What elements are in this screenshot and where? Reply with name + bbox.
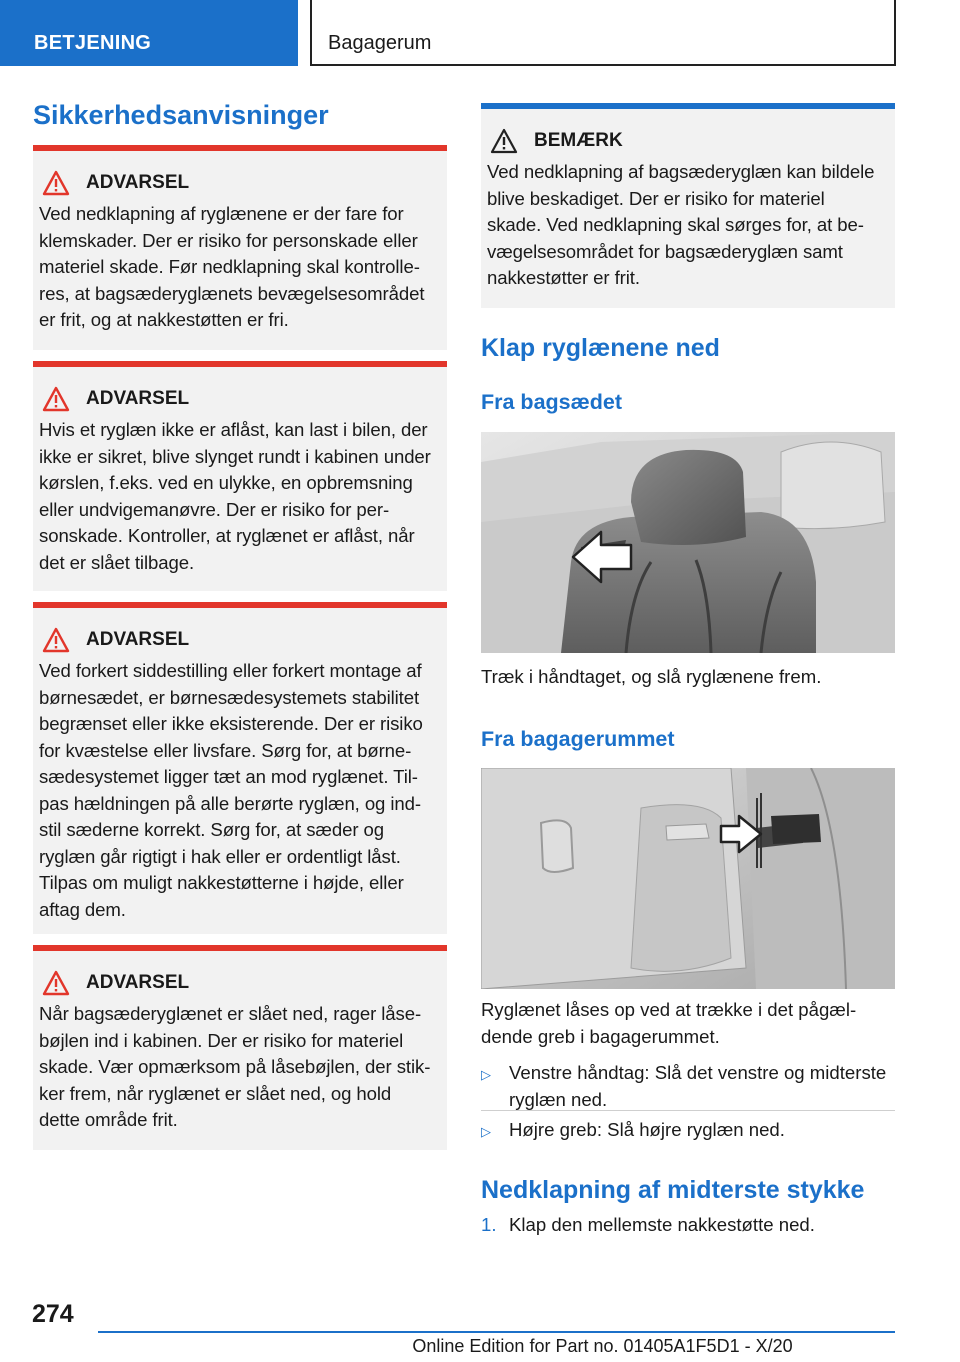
warning-notice-4 — [33, 945, 447, 1150]
notice-body: Hvis et ryglæn ikke er aflåst, kan last i bilen, der ikke er sikret, blive slynget rundt i kabinen under kørslen, f.eks. ved en ulykke, en opbremsning eller undvigemanøvre. Der er risiko for personskade. Kontroller, at ryglænet er aflåst, når det er slået tilbage. — [39, 419, 431, 573]
notice-title-text: ADVARSEL — [86, 629, 190, 650]
list-divider — [481, 1110, 895, 1111]
warning-triangle-icon — [42, 170, 70, 196]
warning-triangle-icon — [42, 386, 70, 412]
triangle-bullet-icon: ▷ — [481, 1067, 491, 1082]
warning-triangle-icon — [490, 128, 518, 154]
warning-triangle-icon — [42, 627, 70, 653]
notice-body: Ved nedklapning af bagsæderyglæn kan bildele blive beskadiget. Der er risiko for materiel skade. Ved nedklapning skal sørges for, at bevægelsesområdet for bagsæderyglæn samt nakkestøtter er frit. — [487, 161, 875, 288]
warning-triangle-icon — [42, 970, 70, 996]
subheading-luggage: Fra bagagerummet — [481, 727, 675, 751]
subheading-rear-seat: Fra bagsædet — [481, 390, 622, 414]
page-title: Bagagerum — [310, 0, 896, 66]
page-number: 274 — [32, 1300, 74, 1328]
section2-heading: Nedklapning af midterste stykke — [481, 1176, 865, 1204]
notice-body: Ved nedklapning af ryglænene er der fare for klemskader. Der er risiko for personskade eller materiel skade. Før nedklapning skal kontrolleres, at bagsæderyglænets bevægelsesområdet er frit, og at nakkestøtten er fri. — [39, 203, 425, 330]
luggage-illustration — [481, 768, 895, 989]
safety-heading: Sikkerhedsanvisninger — [33, 100, 329, 130]
notice-title-text: ADVARSEL — [86, 388, 190, 409]
footer-edition: Online Edition for Part no. 01405A1F5D1 - X/20 — [412, 1336, 793, 1356]
triangle-bullet-icon: ▷ — [481, 1124, 491, 1139]
notice-title — [39, 969, 435, 997]
rear-seat-photo — [481, 432, 895, 653]
step-text: Klap den mellemste nakkestøtte ned. — [509, 1214, 815, 1235]
notice-body: Ved forkert siddestilling eller forkert montage af børnesædet, er børnesædesystemets stabilitet begrænset eller ikke eksisterende. Der er risiko for kvæstelse eller livsfare. Sørg for, at børnesædesystemet ligger tæt an mod ryglænet. Tilpas hældningen på alle berørte ryglæn, og indstil sæderne korrekt. Sørg for, at sæder og ryglæn går rigtigt i hak eller er ordentligt låst. Tilpas om muligt nakkestøtterne i højde, eller aftag dem. — [39, 660, 423, 920]
step-number: 1. — [481, 1214, 497, 1235]
notice-title — [39, 169, 435, 197]
rear-seat-illustration — [481, 432, 895, 653]
footer-divider — [98, 1331, 895, 1333]
section-heading: Klap ryglænene ned — [481, 334, 720, 362]
warning-notice-1 — [33, 145, 447, 350]
notice-title-text: ADVARSEL — [86, 972, 190, 993]
list-item-text: Højre greb: Slå højre ryglæn ned. — [509, 1119, 785, 1140]
list-item-text: Venstre håndtag: Slå det venstre og midterste ryglæn ned. — [509, 1062, 887, 1110]
luggage-photo — [481, 768, 895, 989]
note-notice — [481, 103, 895, 308]
rear-seat-instruction: Træk i håndtaget, og slå ryglænene frem. — [481, 666, 822, 687]
notice-title — [39, 626, 435, 654]
notice-title-text: ADVARSEL — [86, 172, 190, 193]
luggage-instruction: Ryglænet låses op ved at trække i det pågældende greb i bagagerummet. — [481, 999, 857, 1047]
notice-body: Når bagsæderyglænet er slået ned, rager låsebøjlen ind i kabinen. Der er risiko for materiel skade. Vær opmærksom på låsebøjlen, der stikker frem, når ryglænet er slået ned, og hold dette område frit. — [39, 1003, 431, 1130]
warning-notice-3 — [33, 602, 447, 934]
notice-title — [39, 385, 435, 413]
list-item — [481, 1117, 895, 1146]
step-item — [481, 1212, 895, 1239]
section-tab: BETJENING — [0, 0, 298, 66]
notice-title-text: BEMÆRK — [534, 130, 623, 151]
notice-title — [487, 127, 883, 155]
list-item — [481, 1060, 895, 1113]
warning-notice-2 — [33, 361, 447, 591]
